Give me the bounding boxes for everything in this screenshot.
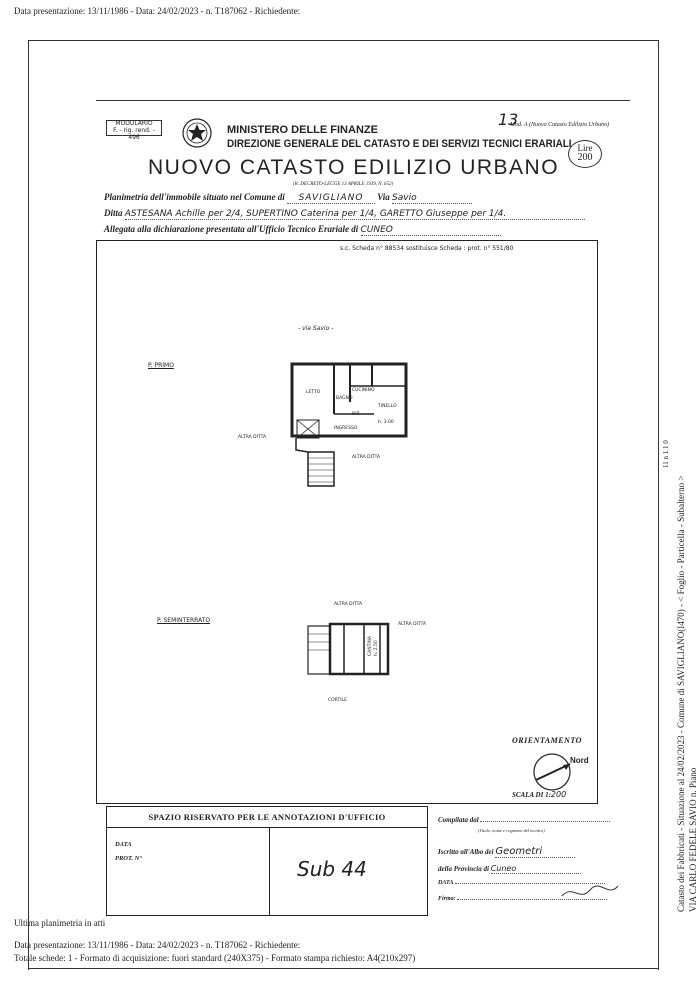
room-ingresso: INGRESSO: [334, 426, 358, 431]
planimetria-prefix: Planimetria dell'immobile situato nel Comune di: [104, 192, 285, 202]
ufficio-value: CUNEO: [361, 225, 501, 236]
office-prot-label: PROT. N°: [115, 855, 142, 862]
room-cucinino: CUCININO: [352, 388, 375, 393]
modulario-label: MODULARIO: [115, 120, 153, 127]
via-value: Savio: [392, 193, 472, 204]
scala-line: [512, 790, 566, 799]
provincia-value: Cuneo: [491, 864, 581, 874]
ultima-planimetria: Ultima planimetria in atti: [14, 918, 106, 928]
office-box-title: SPAZIO RISERVATO PER LE ANNOTAZIONI D'UFFICIO: [107, 807, 427, 828]
room-height: h. 3.00: [378, 420, 394, 425]
mod-number: 13: [498, 110, 519, 129]
modulario-code: F. - rig. rend. - 496: [113, 127, 155, 141]
decree-note: (R. DECRETO-LEGGE 13 APRILE 1939, N. 652): [293, 182, 394, 187]
north-arrow-icon: [530, 750, 574, 794]
scheda-line: s.c. Scheda n° 88534 sostituisce Scheda : prot. n° 551/80: [340, 245, 514, 252]
office-box: [106, 806, 428, 916]
modulario-box: [106, 120, 162, 141]
mod-a-label: Mod. A (Nuovo Catasto Edilizio Urbano): [510, 122, 610, 128]
comune-value: SAVIGLIANO: [287, 193, 375, 204]
room-rip: RIP.: [352, 412, 360, 417]
orientamento-label: ORIENTAMENTO: [512, 736, 582, 745]
ditta-line: [104, 208, 585, 220]
compilata-line: [438, 816, 610, 824]
first-floor-plan: [290, 362, 410, 492]
iscritto-label: Iscritto all'Albo dei: [438, 848, 494, 856]
frame-left-line: [28, 40, 29, 970]
provincia-label: della Provincia di: [438, 865, 489, 873]
floor-seminterrato-label: P. SEMINTERRATO: [157, 617, 211, 624]
room-cantina: CANTINA: [368, 635, 373, 656]
footer-format-line: Totale schede: 1 - Formato di acquisizione: fuori standard (240X375) - Formato stampa richiesto: A4(210x297): [14, 953, 416, 963]
altra-ditta-left: ALTRA DITTA: [238, 435, 267, 440]
signature-icon: [560, 880, 620, 904]
header-presentation-line: Data presentazione: 13/11/1986 - Data: 24/02/2023 - n. T187062 - Richiedente:: [14, 6, 301, 16]
form-title: NUOVO CATASTO EDILIZIO URBANO: [148, 156, 560, 179]
via-label: Via: [377, 192, 390, 202]
altra-ditta-right: ALTRA DITTA: [352, 455, 381, 460]
compilata-label: Compilata dal: [438, 816, 479, 824]
frame-right-line: [658, 40, 659, 970]
republic-emblem-icon: [180, 116, 214, 150]
frame-top-line: [28, 40, 658, 41]
basement-plan: [306, 610, 396, 680]
provincia-line: [438, 864, 581, 874]
office-data-label: DATA: [115, 841, 132, 848]
side-catasto-text: Catasto dei Fabbricati - Situazione al 24/02/2023 - Comune di SAVIGLIANO(I470) - < Foglio - Particella - Subalterno >: [676, 475, 686, 912]
allegata-label: Allegata alla dichiarazione presentata all'Ufficio Tecnico Erariale di: [104, 224, 359, 234]
side-via-text: VIA CARLO FEDELE SAVIO n. Piano: [688, 767, 698, 912]
compilata-field: [480, 821, 610, 822]
sub-handwritten-note: Sub 44: [297, 857, 367, 881]
floor-primo-label: P. PRIMO: [148, 362, 174, 369]
iscritto-line: [438, 846, 575, 858]
scala-value: 200: [550, 790, 567, 799]
ministry-name: MINISTERO DELLE FINANZE: [227, 124, 378, 136]
room-letto: LETTO: [306, 390, 321, 395]
street-label: - via Savio -: [298, 325, 334, 332]
firma-label: Firma:: [438, 896, 456, 902]
allegata-line: [104, 224, 501, 236]
cortile-label: CORTILE: [328, 698, 347, 703]
ditta-label: Ditta: [104, 208, 123, 218]
planimetria-line: [104, 192, 472, 204]
drawing-frame: [96, 240, 598, 804]
room-cantina-height: h. 2.50: [374, 640, 379, 656]
form-top-rule: [96, 100, 630, 101]
albo-value: Geometri: [495, 846, 575, 858]
altra-ditta-top: ALTRA DITTA: [334, 602, 363, 607]
nord-label: Nord: [570, 756, 589, 765]
compilata-note: (Titolo, nome e cognome del tecnico): [478, 828, 545, 833]
side-small-text: 11 n 1 1 0: [662, 440, 670, 468]
scala-label: SCALA DI 1:: [512, 791, 551, 799]
footer-presentation-line: Data presentazione: 13/11/1986 - Data: 24/02/2023 - n. T187062 - Richiedente:: [14, 940, 301, 950]
altra-ditta-basement: ALTRA DITTA: [398, 622, 427, 627]
office-box-divider: [269, 827, 270, 915]
frame-bottom-line: [28, 968, 658, 969]
room-bagno: BAGNO: [336, 396, 353, 401]
data2-label: DATA: [438, 880, 454, 886]
lire-stamp: [568, 140, 602, 168]
lire-label: Lire: [577, 143, 593, 153]
direzione-generale: DIREZIONE GENERALE DEL CATASTO E DEI SERVIZI TECNICI ERARIALI: [227, 138, 572, 150]
room-tinello: TINELLO: [378, 404, 397, 409]
ditta-value: ASTESANA Achille per 2/4, SUPERTINO Caterina per 1/4, GARETTO Giuseppe per 1/4.: [125, 209, 585, 220]
lire-value: 200: [577, 152, 593, 163]
